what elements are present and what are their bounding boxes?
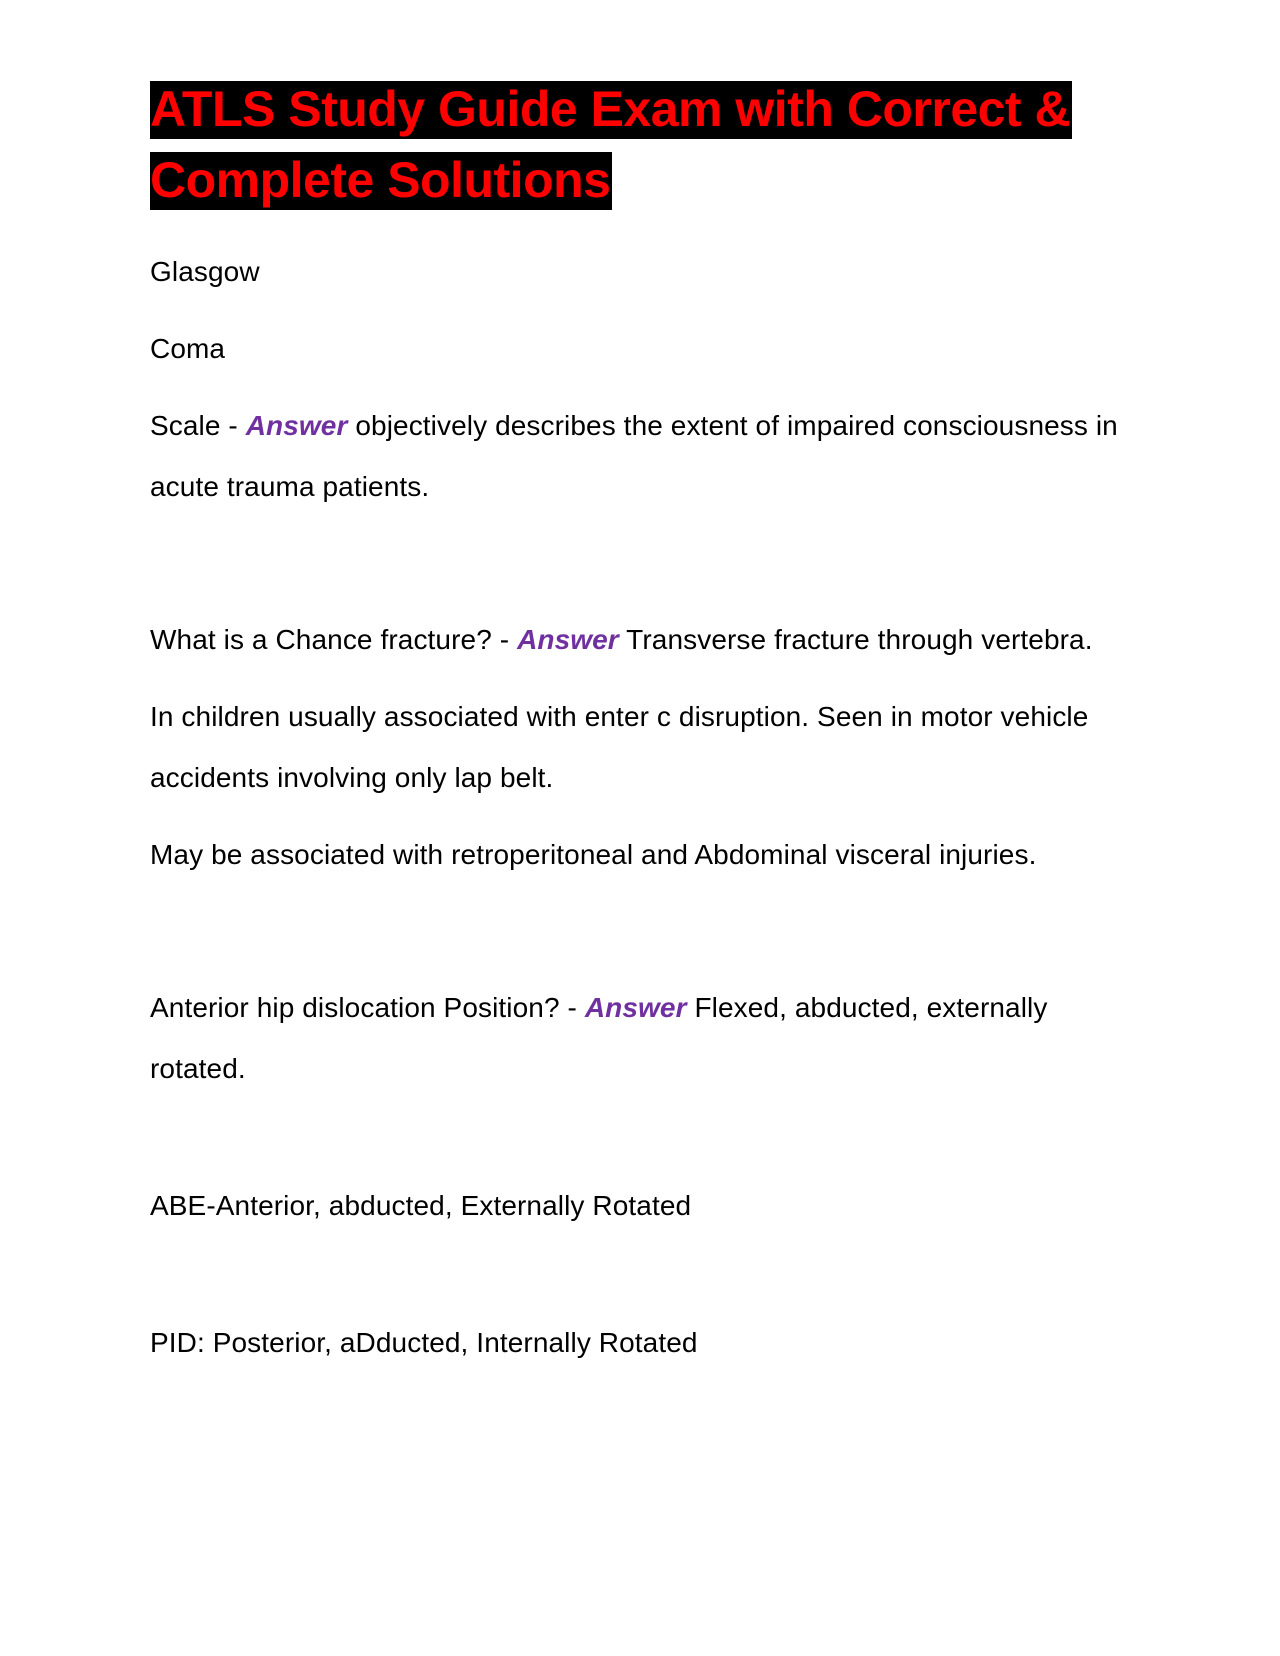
- q3-mnemonic-1: ABE-Anterior, abducted, Externally Rotated: [150, 1190, 692, 1221]
- q1-answer: objectively describes the extent of impaired consciousness in acute trauma patients.: [150, 410, 1118, 502]
- spacer: [150, 901, 1140, 977]
- q3-question: Anterior hip dislocation Position? -: [150, 992, 585, 1023]
- q2-answer: Transverse fracture through vertebra.: [618, 624, 1093, 655]
- q1-line-1: Glasgow: [150, 256, 260, 287]
- q2-extra-1: In children usually associated with enter c disruption. Seen in motor vehicle accidents involving only lap belt.: [150, 701, 1089, 793]
- q3-answer: Flexed, abducted, externally rotated.: [150, 992, 1048, 1084]
- q1-question: Scale -: [150, 410, 246, 441]
- document-title: [150, 74, 1140, 216]
- document-page: [150, 74, 1140, 1389]
- spacer: [150, 533, 1140, 609]
- q3-question-answer: [150, 977, 1140, 1099]
- title-line-2: Complete Solutions: [150, 152, 611, 208]
- q1-question-answer: [150, 395, 1140, 517]
- answer-label: Answer: [584, 992, 687, 1023]
- q2-extra-2: May be associated with retroperitoneal and Abdominal visceral injuries.: [150, 839, 1037, 870]
- q3-mnemonic-2: PID: Posterior, aDducted, Internally Rotated: [150, 1327, 698, 1358]
- title-line-1: ATLS Study Guide Exam with Correct &: [150, 81, 1071, 137]
- answer-label: Answer: [517, 624, 619, 655]
- spacer: [150, 1252, 1140, 1312]
- q1-line-2: Coma: [150, 333, 226, 364]
- q2-question-answer: [150, 609, 1140, 670]
- spacer: [150, 1115, 1140, 1175]
- answer-label: Answer: [245, 410, 348, 441]
- q2-question: What is a Chance fracture? -: [150, 624, 518, 655]
